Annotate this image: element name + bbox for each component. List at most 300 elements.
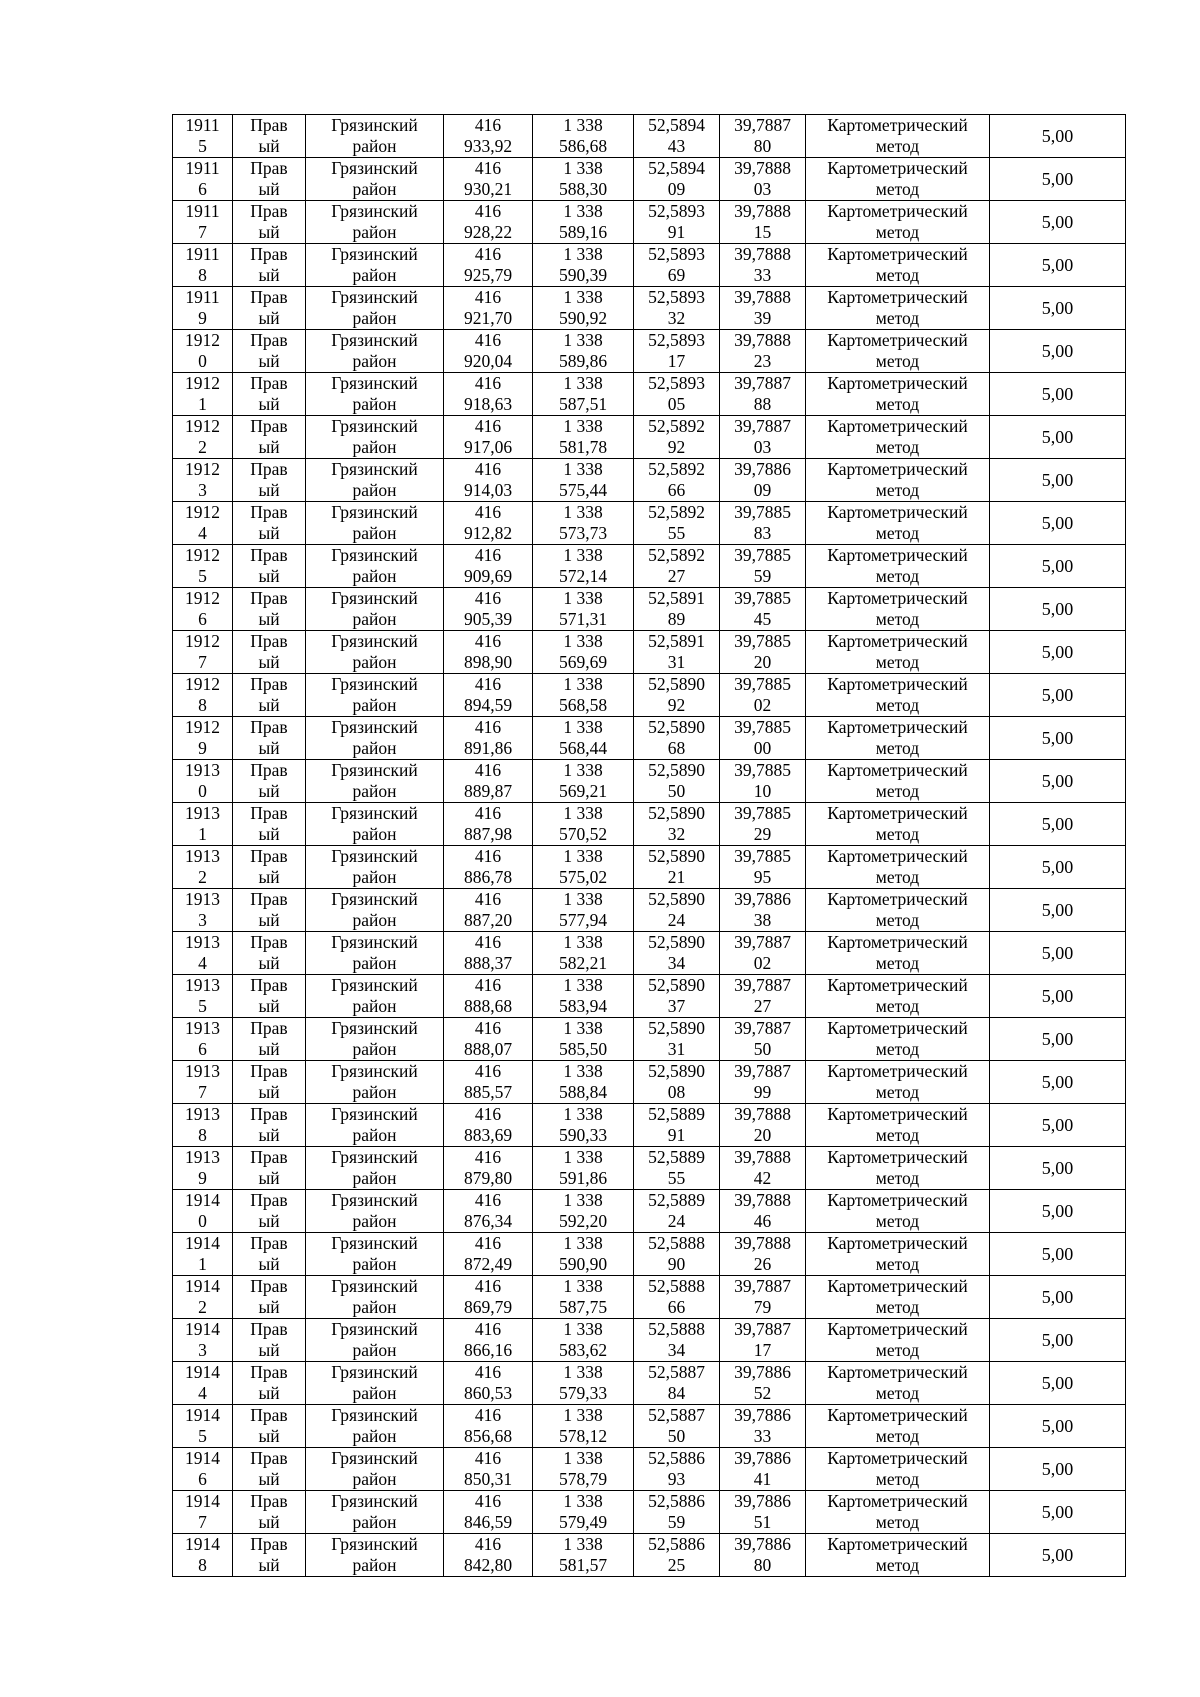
longitude-cell bbox=[720, 416, 806, 459]
table-row bbox=[173, 889, 1126, 932]
longitude-text-line: 39,7888 bbox=[734, 244, 791, 264]
district-text-line: район bbox=[352, 1512, 397, 1532]
point-number-text-line: 6 bbox=[198, 1469, 207, 1489]
district-text-line: район bbox=[352, 437, 397, 457]
y-coordinate-cell bbox=[533, 631, 634, 674]
latitude-cell bbox=[634, 1147, 720, 1190]
point-number-text-line: 1911 bbox=[185, 201, 220, 221]
table-row bbox=[173, 115, 1126, 158]
longitude-text-line: 20 bbox=[753, 1125, 772, 1145]
accuracy-cell: 5,00 bbox=[990, 1018, 1126, 1061]
bank-side-cell bbox=[233, 760, 306, 803]
method-cell bbox=[806, 330, 990, 373]
latitude-text-line: 92 bbox=[667, 695, 686, 715]
longitude-cell bbox=[720, 459, 806, 502]
longitude-text-line: 38 bbox=[753, 910, 772, 930]
bank-side-cell bbox=[233, 631, 306, 674]
bank-side-text-line: ый bbox=[258, 1383, 280, 1403]
method-cell bbox=[806, 760, 990, 803]
district-cell bbox=[306, 459, 444, 502]
district-text-line: Грязинский bbox=[331, 1233, 418, 1253]
accuracy-cell: 5,00 bbox=[990, 588, 1126, 631]
longitude-text-line: 95 bbox=[753, 867, 772, 887]
y-coordinate-text-line: 1 338 bbox=[563, 115, 603, 135]
method-text-line: Картометрический bbox=[827, 1104, 968, 1124]
longitude-text-line: 39,7885 bbox=[734, 588, 791, 608]
longitude-text-line: 39,7885 bbox=[734, 803, 791, 823]
y-coordinate-cell bbox=[533, 975, 634, 1018]
bank-side-text-line: ый bbox=[258, 1426, 280, 1446]
y-coordinate-text-line: 1 338 bbox=[563, 373, 603, 393]
latitude-text-line: 52,5890 bbox=[648, 1018, 705, 1038]
x-coordinate-text-line: 416 bbox=[474, 158, 502, 178]
latitude-text-line: 50 bbox=[667, 781, 686, 801]
district-cell bbox=[306, 1319, 444, 1362]
y-coordinate-text-line: 590,92 bbox=[558, 308, 608, 328]
latitude-text-line: 52,5894 bbox=[648, 115, 705, 135]
bank-side-text-line: ый bbox=[258, 1512, 280, 1532]
district-text-line: район bbox=[352, 1168, 397, 1188]
bank-side-cell bbox=[233, 373, 306, 416]
y-coordinate-cell bbox=[533, 1319, 634, 1362]
x-coordinate-text-line: 416 bbox=[474, 373, 502, 393]
bank-side-cell bbox=[233, 244, 306, 287]
latitude-text-line: 52,5894 bbox=[648, 158, 705, 178]
table-row bbox=[173, 674, 1126, 717]
district-text-line: район bbox=[352, 738, 397, 758]
latitude-text-line: 55 bbox=[667, 1168, 686, 1188]
y-coordinate-cell bbox=[533, 244, 634, 287]
method-text-line: Картометрический bbox=[827, 416, 968, 436]
x-coordinate-text-line: 416 bbox=[474, 502, 502, 522]
bank-side-cell bbox=[233, 287, 306, 330]
y-coordinate-text-line: 579,33 bbox=[558, 1383, 608, 1403]
y-coordinate-text-line: 1 338 bbox=[563, 1405, 603, 1425]
point-number-cell bbox=[173, 975, 233, 1018]
x-coordinate-cell bbox=[444, 889, 533, 932]
bank-side-text-line: Прав bbox=[250, 459, 288, 479]
x-coordinate-cell bbox=[444, 846, 533, 889]
y-coordinate-cell bbox=[533, 1405, 634, 1448]
bank-side-text-line: ый bbox=[258, 1082, 280, 1102]
point-number-text-line: 3 bbox=[198, 1340, 207, 1360]
latitude-text-line: 52,5892 bbox=[648, 502, 705, 522]
point-number-cell bbox=[173, 1534, 233, 1577]
longitude-cell bbox=[720, 1276, 806, 1319]
table-row bbox=[173, 846, 1126, 889]
bank-side-text-line: Прав bbox=[250, 502, 288, 522]
table-row bbox=[173, 287, 1126, 330]
x-coordinate-text-line: 885,57 bbox=[463, 1082, 513, 1102]
district-text-line: Грязинский bbox=[331, 975, 418, 995]
table-row bbox=[173, 1147, 1126, 1190]
table-row bbox=[173, 760, 1126, 803]
point-number-text-line: 8 bbox=[198, 265, 207, 285]
accuracy-cell: 5,00 bbox=[990, 1534, 1126, 1577]
method-text-line: Картометрический bbox=[827, 1061, 968, 1081]
method-text-line: Картометрический bbox=[827, 1448, 968, 1468]
x-coordinate-cell bbox=[444, 760, 533, 803]
accuracy-cell: 5,00 bbox=[990, 1276, 1126, 1319]
y-coordinate-cell bbox=[533, 459, 634, 502]
table-row bbox=[173, 459, 1126, 502]
point-number-text-line: 0 bbox=[198, 781, 207, 801]
accuracy-cell: 5,00 bbox=[990, 545, 1126, 588]
y-coordinate-text-line: 1 338 bbox=[563, 1147, 603, 1167]
bank-side-cell bbox=[233, 416, 306, 459]
method-text-line: Картометрический bbox=[827, 1362, 968, 1382]
latitude-text-line: 52,5891 bbox=[648, 588, 705, 608]
y-coordinate-text-line: 1 338 bbox=[563, 459, 603, 479]
latitude-text-line: 52,5890 bbox=[648, 932, 705, 952]
method-text-line: метод bbox=[875, 1383, 920, 1403]
x-coordinate-text-line: 879,80 bbox=[463, 1168, 513, 1188]
latitude-cell bbox=[634, 1491, 720, 1534]
longitude-cell bbox=[720, 1491, 806, 1534]
point-number-text-line: 1 bbox=[198, 824, 207, 844]
longitude-text-line: 39,7885 bbox=[734, 674, 791, 694]
method-text-line: метод bbox=[875, 867, 920, 887]
point-number-text-line: 1912 bbox=[185, 459, 220, 479]
bank-side-text-line: Прав bbox=[250, 889, 288, 909]
y-coordinate-text-line: 588,30 bbox=[558, 179, 608, 199]
district-cell bbox=[306, 201, 444, 244]
district-text-line: район bbox=[352, 695, 397, 715]
district-text-line: Грязинский bbox=[331, 1018, 418, 1038]
longitude-text-line: 39,7885 bbox=[734, 545, 791, 565]
bank-side-text-line: ый bbox=[258, 1340, 280, 1360]
x-coordinate-text-line: 416 bbox=[474, 201, 502, 221]
point-number-text-line: 3 bbox=[198, 480, 207, 500]
method-text-line: метод bbox=[875, 1426, 920, 1446]
point-number-text-line: 1912 bbox=[185, 588, 220, 608]
x-coordinate-text-line: 860,53 bbox=[463, 1383, 513, 1403]
method-cell bbox=[806, 244, 990, 287]
latitude-text-line: 50 bbox=[667, 1426, 686, 1446]
longitude-cell bbox=[720, 1147, 806, 1190]
latitude-cell bbox=[634, 330, 720, 373]
y-coordinate-text-line: 1 338 bbox=[563, 1018, 603, 1038]
longitude-text-line: 80 bbox=[753, 1555, 772, 1575]
point-number-cell bbox=[173, 1491, 233, 1534]
point-number-text-line: 1912 bbox=[185, 545, 220, 565]
latitude-cell bbox=[634, 1190, 720, 1233]
latitude-text-line: 52,5890 bbox=[648, 803, 705, 823]
y-coordinate-text-line: 1 338 bbox=[563, 1491, 603, 1511]
x-coordinate-text-line: 917,06 bbox=[463, 437, 513, 457]
y-coordinate-cell bbox=[533, 373, 634, 416]
point-number-cell bbox=[173, 1190, 233, 1233]
method-text-line: метод bbox=[875, 437, 920, 457]
accuracy-cell: 5,00 bbox=[990, 717, 1126, 760]
x-coordinate-cell bbox=[444, 1534, 533, 1577]
latitude-cell bbox=[634, 588, 720, 631]
y-coordinate-text-line: 592,20 bbox=[558, 1211, 608, 1231]
district-text-line: Грязинский bbox=[331, 330, 418, 350]
bank-side-text-line: Прав bbox=[250, 631, 288, 651]
point-number-text-line: 5 bbox=[198, 136, 207, 156]
method-text-line: Картометрический bbox=[827, 631, 968, 651]
district-text-line: Грязинский bbox=[331, 760, 418, 780]
point-number-text-line: 6 bbox=[198, 179, 207, 199]
method-text-line: Картометрический bbox=[827, 502, 968, 522]
bank-side-cell bbox=[233, 1276, 306, 1319]
x-coordinate-cell bbox=[444, 244, 533, 287]
longitude-text-line: 39,7887 bbox=[734, 932, 791, 952]
latitude-text-line: 52,5886 bbox=[648, 1534, 705, 1554]
longitude-text-line: 33 bbox=[753, 265, 772, 285]
longitude-text-line: 39,7886 bbox=[734, 1405, 791, 1425]
bank-side-text-line: ый bbox=[258, 1469, 280, 1489]
accuracy-cell: 5,00 bbox=[990, 1061, 1126, 1104]
method-text-line: Картометрический bbox=[827, 244, 968, 264]
y-coordinate-cell bbox=[533, 545, 634, 588]
bank-side-text-line: Прав bbox=[250, 1190, 288, 1210]
bank-side-cell bbox=[233, 803, 306, 846]
x-coordinate-text-line: 416 bbox=[474, 330, 502, 350]
longitude-cell bbox=[720, 373, 806, 416]
point-number-cell bbox=[173, 631, 233, 674]
table-row bbox=[173, 588, 1126, 631]
method-text-line: Картометрический bbox=[827, 330, 968, 350]
y-coordinate-cell bbox=[533, 588, 634, 631]
x-coordinate-cell bbox=[444, 1319, 533, 1362]
point-number-text-line: 0 bbox=[198, 1211, 207, 1231]
district-text-line: район bbox=[352, 1254, 397, 1274]
x-coordinate-text-line: 416 bbox=[474, 1448, 502, 1468]
longitude-text-line: 29 bbox=[753, 824, 772, 844]
x-coordinate-text-line: 416 bbox=[474, 846, 502, 866]
point-number-cell bbox=[173, 1233, 233, 1276]
table-row bbox=[173, 803, 1126, 846]
accuracy-cell: 5,00 bbox=[990, 1448, 1126, 1491]
district-text-line: район bbox=[352, 523, 397, 543]
method-text-line: метод bbox=[875, 222, 920, 242]
district-cell bbox=[306, 975, 444, 1018]
bank-side-text-line: Прав bbox=[250, 717, 288, 737]
y-coordinate-text-line: 579,49 bbox=[558, 1512, 608, 1532]
district-text-line: район bbox=[352, 1426, 397, 1446]
longitude-text-line: 39 bbox=[753, 308, 772, 328]
district-text-line: район bbox=[352, 824, 397, 844]
x-coordinate-text-line: 416 bbox=[474, 459, 502, 479]
x-coordinate-text-line: 416 bbox=[474, 545, 502, 565]
longitude-cell bbox=[720, 158, 806, 201]
bank-side-text-line: ый bbox=[258, 136, 280, 156]
y-coordinate-text-line: 1 338 bbox=[563, 588, 603, 608]
method-cell bbox=[806, 158, 990, 201]
method-text-line: метод bbox=[875, 265, 920, 285]
bank-side-text-line: Прав bbox=[250, 1491, 288, 1511]
point-number-cell bbox=[173, 1061, 233, 1104]
x-coordinate-text-line: 416 bbox=[474, 932, 502, 952]
y-coordinate-cell bbox=[533, 1061, 634, 1104]
latitude-cell bbox=[634, 201, 720, 244]
longitude-text-line: 02 bbox=[753, 953, 772, 973]
longitude-cell bbox=[720, 674, 806, 717]
y-coordinate-text-line: 1 338 bbox=[563, 330, 603, 350]
method-cell bbox=[806, 545, 990, 588]
latitude-cell bbox=[634, 717, 720, 760]
bank-side-text-line: Прав bbox=[250, 1061, 288, 1081]
district-text-line: Грязинский bbox=[331, 889, 418, 909]
x-coordinate-text-line: 928,22 bbox=[463, 222, 513, 242]
longitude-cell bbox=[720, 1534, 806, 1577]
y-coordinate-text-line: 585,50 bbox=[558, 1039, 608, 1059]
x-coordinate-cell bbox=[444, 1147, 533, 1190]
bank-side-text-line: ый bbox=[258, 265, 280, 285]
district-cell bbox=[306, 1276, 444, 1319]
latitude-text-line: 08 bbox=[667, 1082, 686, 1102]
bank-side-text-line: ый bbox=[258, 222, 280, 242]
x-coordinate-text-line: 416 bbox=[474, 889, 502, 909]
longitude-text-line: 83 bbox=[753, 523, 772, 543]
longitude-text-line: 39,7887 bbox=[734, 1319, 791, 1339]
method-cell bbox=[806, 1491, 990, 1534]
district-text-line: район bbox=[352, 1340, 397, 1360]
longitude-cell bbox=[720, 803, 806, 846]
bank-side-text-line: ый bbox=[258, 781, 280, 801]
y-coordinate-text-line: 1 338 bbox=[563, 502, 603, 522]
method-text-line: метод bbox=[875, 1082, 920, 1102]
method-cell bbox=[806, 1061, 990, 1104]
y-coordinate-text-line: 1 338 bbox=[563, 1448, 603, 1468]
method-text-line: метод bbox=[875, 1039, 920, 1059]
longitude-text-line: 39,7885 bbox=[734, 717, 791, 737]
point-number-cell bbox=[173, 932, 233, 975]
district-text-line: Грязинский bbox=[331, 287, 418, 307]
longitude-cell bbox=[720, 631, 806, 674]
district-text-line: Грязинский bbox=[331, 846, 418, 866]
x-coordinate-text-line: 416 bbox=[474, 1061, 502, 1081]
longitude-cell bbox=[720, 889, 806, 932]
point-number-cell bbox=[173, 115, 233, 158]
method-text-line: метод bbox=[875, 738, 920, 758]
point-number-text-line: 1911 bbox=[185, 115, 220, 135]
method-text-line: Картометрический bbox=[827, 287, 968, 307]
longitude-cell bbox=[720, 975, 806, 1018]
bank-side-cell bbox=[233, 1534, 306, 1577]
latitude-text-line: 52,5890 bbox=[648, 674, 705, 694]
bank-side-cell bbox=[233, 846, 306, 889]
longitude-cell bbox=[720, 1319, 806, 1362]
bank-side-text-line: ый bbox=[258, 953, 280, 973]
district-text-line: Грязинский bbox=[331, 803, 418, 823]
point-number-text-line: 1913 bbox=[185, 932, 220, 952]
longitude-cell bbox=[720, 932, 806, 975]
point-number-cell bbox=[173, 330, 233, 373]
method-text-line: метод bbox=[875, 695, 920, 715]
bank-side-text-line: ый bbox=[258, 910, 280, 930]
point-number-text-line: 5 bbox=[198, 996, 207, 1016]
bank-side-cell bbox=[233, 674, 306, 717]
point-number-text-line: 1913 bbox=[185, 803, 220, 823]
latitude-text-line: 52,5892 bbox=[648, 459, 705, 479]
longitude-text-line: 39,7888 bbox=[734, 158, 791, 178]
method-cell bbox=[806, 1190, 990, 1233]
x-coordinate-text-line: 416 bbox=[474, 416, 502, 436]
point-number-text-line: 1913 bbox=[185, 1104, 220, 1124]
point-number-text-line: 6 bbox=[198, 609, 207, 629]
x-coordinate-text-line: 416 bbox=[474, 244, 502, 264]
longitude-text-line: 39,7887 bbox=[734, 1018, 791, 1038]
point-number-cell bbox=[173, 1448, 233, 1491]
y-coordinate-cell bbox=[533, 846, 634, 889]
y-coordinate-text-line: 589,16 bbox=[558, 222, 608, 242]
bank-side-text-line: Прав bbox=[250, 330, 288, 350]
method-text-line: метод bbox=[875, 781, 920, 801]
x-coordinate-cell bbox=[444, 588, 533, 631]
latitude-text-line: 52,5890 bbox=[648, 889, 705, 909]
longitude-text-line: 39,7888 bbox=[734, 1104, 791, 1124]
latitude-cell bbox=[634, 889, 720, 932]
point-number-text-line: 0 bbox=[198, 351, 207, 371]
accuracy-cell: 5,00 bbox=[990, 1319, 1126, 1362]
bank-side-text-line: Прав bbox=[250, 1448, 288, 1468]
x-coordinate-text-line: 866,16 bbox=[463, 1340, 513, 1360]
x-coordinate-text-line: 905,39 bbox=[463, 609, 513, 629]
point-number-cell bbox=[173, 459, 233, 502]
district-text-line: район bbox=[352, 480, 397, 500]
latitude-cell bbox=[634, 545, 720, 588]
x-coordinate-cell bbox=[444, 1491, 533, 1534]
table-row bbox=[173, 1362, 1126, 1405]
y-coordinate-text-line: 1 338 bbox=[563, 1190, 603, 1210]
y-coordinate-cell bbox=[533, 201, 634, 244]
x-coordinate-cell bbox=[444, 717, 533, 760]
x-coordinate-text-line: 876,34 bbox=[463, 1211, 513, 1231]
method-text-line: метод bbox=[875, 1469, 920, 1489]
x-coordinate-text-line: 920,04 bbox=[463, 351, 513, 371]
table-body bbox=[173, 115, 1126, 1577]
method-text-line: метод bbox=[875, 953, 920, 973]
x-coordinate-cell bbox=[444, 502, 533, 545]
accuracy-cell: 5,00 bbox=[990, 1233, 1126, 1276]
table-row bbox=[173, 330, 1126, 373]
longitude-text-line: 15 bbox=[753, 222, 772, 242]
latitude-text-line: 25 bbox=[667, 1555, 686, 1575]
longitude-text-line: 10 bbox=[753, 781, 772, 801]
district-text-line: Грязинский bbox=[331, 588, 418, 608]
method-text-line: Картометрический bbox=[827, 674, 968, 694]
point-number-cell bbox=[173, 717, 233, 760]
accuracy-cell: 5,00 bbox=[990, 158, 1126, 201]
y-coordinate-cell bbox=[533, 1491, 634, 1534]
latitude-text-line: 66 bbox=[667, 480, 686, 500]
x-coordinate-text-line: 869,79 bbox=[463, 1297, 513, 1317]
x-coordinate-cell bbox=[444, 1018, 533, 1061]
x-coordinate-text-line: 416 bbox=[474, 1190, 502, 1210]
table-row bbox=[173, 502, 1126, 545]
method-cell bbox=[806, 588, 990, 631]
y-coordinate-cell bbox=[533, 760, 634, 803]
x-coordinate-text-line: 888,68 bbox=[463, 996, 513, 1016]
latitude-cell bbox=[634, 244, 720, 287]
district-cell bbox=[306, 1104, 444, 1147]
x-coordinate-text-line: 416 bbox=[474, 1362, 502, 1382]
district-cell bbox=[306, 803, 444, 846]
y-coordinate-cell bbox=[533, 1534, 634, 1577]
bank-side-text-line: Прав bbox=[250, 803, 288, 823]
latitude-text-line: 43 bbox=[667, 136, 686, 156]
bank-side-text-line: Прав bbox=[250, 975, 288, 995]
method-text-line: Картометрический bbox=[827, 932, 968, 952]
latitude-text-line: 05 bbox=[667, 394, 686, 414]
latitude-text-line: 52,5890 bbox=[648, 717, 705, 737]
latitude-text-line: 93 bbox=[667, 1469, 686, 1489]
point-number-text-line: 1914 bbox=[185, 1276, 220, 1296]
y-coordinate-cell bbox=[533, 674, 634, 717]
